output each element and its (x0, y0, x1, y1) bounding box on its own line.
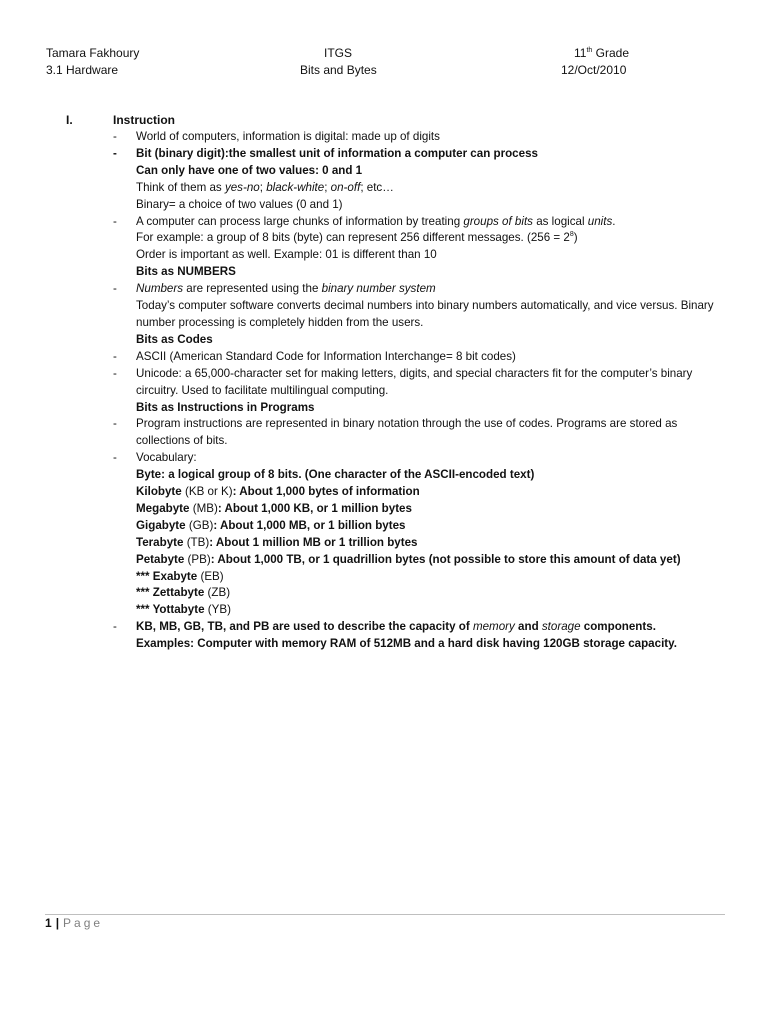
list-item (113, 450, 723, 619)
two-values-text: Can only have one of two values: 0 and 1 (136, 163, 363, 177)
list-item (113, 619, 723, 653)
bit-def: the smallest unit of information a computer can process (228, 146, 538, 160)
vocab-zettabyte (136, 585, 723, 602)
dash-bullet: - (113, 130, 117, 143)
dash-bullet: - (113, 620, 117, 634)
header-date: 12/Oct/2010 (561, 63, 627, 77)
page-number: 1 (45, 916, 52, 930)
stars: *** (136, 603, 153, 617)
vocabulary-label: Vocabulary: (136, 451, 197, 465)
giga-abbr: (GB) (185, 518, 214, 532)
header-grade (574, 45, 629, 62)
capacity-prefix: KB, MB, GB, TB, and PB are used to describe the capacity of (136, 620, 473, 634)
yotta-term: Yottabyte (152, 603, 205, 617)
bits-as-instructions-heading: Bits as Instructions in Programs (136, 400, 315, 414)
bit-term: Bit (binary digit): (136, 146, 229, 160)
chunks-groups: groups of bits (463, 214, 533, 228)
list-item (113, 281, 723, 349)
example-exponent: 8 (569, 231, 574, 239)
capacity-storage: storage (541, 620, 581, 634)
bits-as-numbers-heading: Bits as NUMBERS (136, 265, 236, 279)
header-course: ITGS (324, 46, 353, 60)
chunks-text (136, 214, 723, 231)
chunks-end: . (612, 214, 616, 228)
page-word: Page (63, 916, 104, 930)
stars: *** (136, 569, 153, 583)
numbers-text (136, 281, 723, 298)
program-text: Program instructions are represented in binary notation through the use of codes. Programs are stored as collections of bits. (136, 417, 678, 448)
capacity-end: components. (580, 620, 656, 634)
zetta-term: Zettabyte (152, 586, 205, 600)
section-title: Instruction (113, 113, 175, 127)
exa-abbr: (EB) (197, 569, 224, 583)
vocab-gigabyte (136, 518, 723, 535)
vocab-petabyte (136, 552, 723, 569)
yotta-abbr: (YB) (204, 603, 231, 617)
bits-as-codes-heading: Bits as Codes (136, 332, 213, 346)
order-text: Order is important as well. Example: 01 is different than 10 (136, 248, 437, 262)
vocab-kilobyte (136, 484, 723, 501)
header-subtitle: Bits and Bytes (300, 63, 377, 77)
kilo-def: : About 1,000 bytes of information (232, 485, 420, 499)
zetta-abbr: (ZB) (204, 586, 231, 600)
list-item (113, 146, 723, 214)
ascii-text: ASCII (American Standard Code for Information Interchange= 8 bit codes) (136, 349, 516, 363)
numbers-system: binary number system (321, 282, 436, 296)
chunks-units: units (587, 214, 613, 228)
bit-definition (136, 146, 723, 163)
think-etc: ; etc… (360, 180, 394, 194)
software-text: Today’s computer software converts decimal numbers into binary numbers automatically, and vice versus. Binary number processing is completely hidden from the users. (136, 299, 714, 329)
list-item (113, 366, 723, 417)
example-end: ) (573, 231, 578, 245)
dash-bullet: - (113, 282, 117, 296)
dash-bullet: - (113, 366, 117, 380)
peta-term: Petabyte (136, 552, 185, 566)
list-item (113, 416, 723, 450)
think-sep: ; (324, 180, 331, 194)
exa-term: Exabyte (152, 569, 198, 583)
example-text (136, 230, 723, 247)
kilo-abbr: (KB or K) (181, 485, 233, 499)
world-text: World of computers, information is digital: made up of digits (136, 130, 440, 143)
example-prefix: For example: a group of 8 bits (byte) can represent 256 different messages. (256 = 2 (136, 231, 570, 245)
examples-text: Examples: Computer with memory RAM of 512MB and a hard disk having 120GB storage capacity. (136, 637, 677, 651)
list-item (113, 349, 723, 366)
mega-term: Megabyte (136, 501, 190, 515)
capacity-and: and (514, 620, 542, 634)
mega-def: : About 1,000 KB, or 1 million bytes (217, 501, 412, 515)
dash-bullet: - (113, 451, 117, 465)
think-sep: ; (259, 180, 267, 194)
vocab-exabyte (136, 569, 723, 586)
dash-bullet: - (113, 349, 117, 363)
numbers-word: Numbers (136, 282, 184, 296)
think-bw: black-white (266, 180, 325, 194)
footer-divider (45, 914, 725, 915)
peta-def: : About 1,000 TB, or 1 quadrillion bytes (not possible to store this amount of data yet) (210, 552, 681, 566)
tera-abbr: (TB) (183, 535, 210, 549)
dash-bullet: - (113, 146, 117, 160)
think-onoff: on-off (330, 180, 361, 194)
dash-bullet: - (113, 417, 117, 431)
chunks-prefix: A computer can process large chunks of information by treating (136, 214, 464, 228)
think-prefix: Think of them as (136, 180, 225, 194)
mega-abbr: (MB) (189, 501, 218, 515)
header-author: Tamara Fakhoury (46, 46, 140, 60)
vocab-megabyte (136, 501, 723, 518)
list-item (113, 129, 723, 146)
page-footer (45, 915, 103, 932)
unicode-text: Unicode: a 65,000-character set for making letters, digits, and special characters fit for the computer’s binary circuitry. Used to facilitate multilingual computing. (136, 366, 693, 397)
list-item (113, 214, 723, 282)
vocab-byte: Byte: a logical group of 8 bits. (One character of the ASCII-encoded text) (136, 468, 535, 482)
think-yesno: yes-no (224, 180, 260, 194)
chunks-mid: as logical (532, 214, 588, 228)
tera-def: : About 1 million MB or 1 trillion bytes (209, 535, 418, 549)
vocab-terabyte (136, 535, 723, 552)
grade-word: Grade (595, 46, 630, 60)
header-topic: 3.1 Hardware (46, 63, 119, 77)
footer-separator: | (55, 916, 60, 930)
vocab-yottabyte (136, 602, 723, 619)
think-text (136, 180, 723, 197)
grade-suffix: th (586, 47, 593, 54)
peta-abbr: (PB) (184, 552, 211, 566)
grade-number: 11 (574, 46, 587, 60)
tera-term: Terabyte (136, 535, 184, 549)
kilo-term: Kilobyte (136, 485, 182, 499)
capacity-text (136, 619, 723, 636)
giga-def: : About 1,000 MB, or 1 billion bytes (213, 518, 406, 532)
section-number: I. (66, 113, 73, 127)
capacity-memory: memory (472, 620, 515, 634)
numbers-mid: are represented using the (183, 282, 322, 296)
giga-term: Gigabyte (136, 518, 186, 532)
dash-bullet: - (113, 214, 117, 228)
document-body (113, 129, 723, 653)
binary-choice-text: Binary= a choice of two values (0 and 1) (136, 197, 343, 211)
stars: *** (136, 586, 153, 600)
